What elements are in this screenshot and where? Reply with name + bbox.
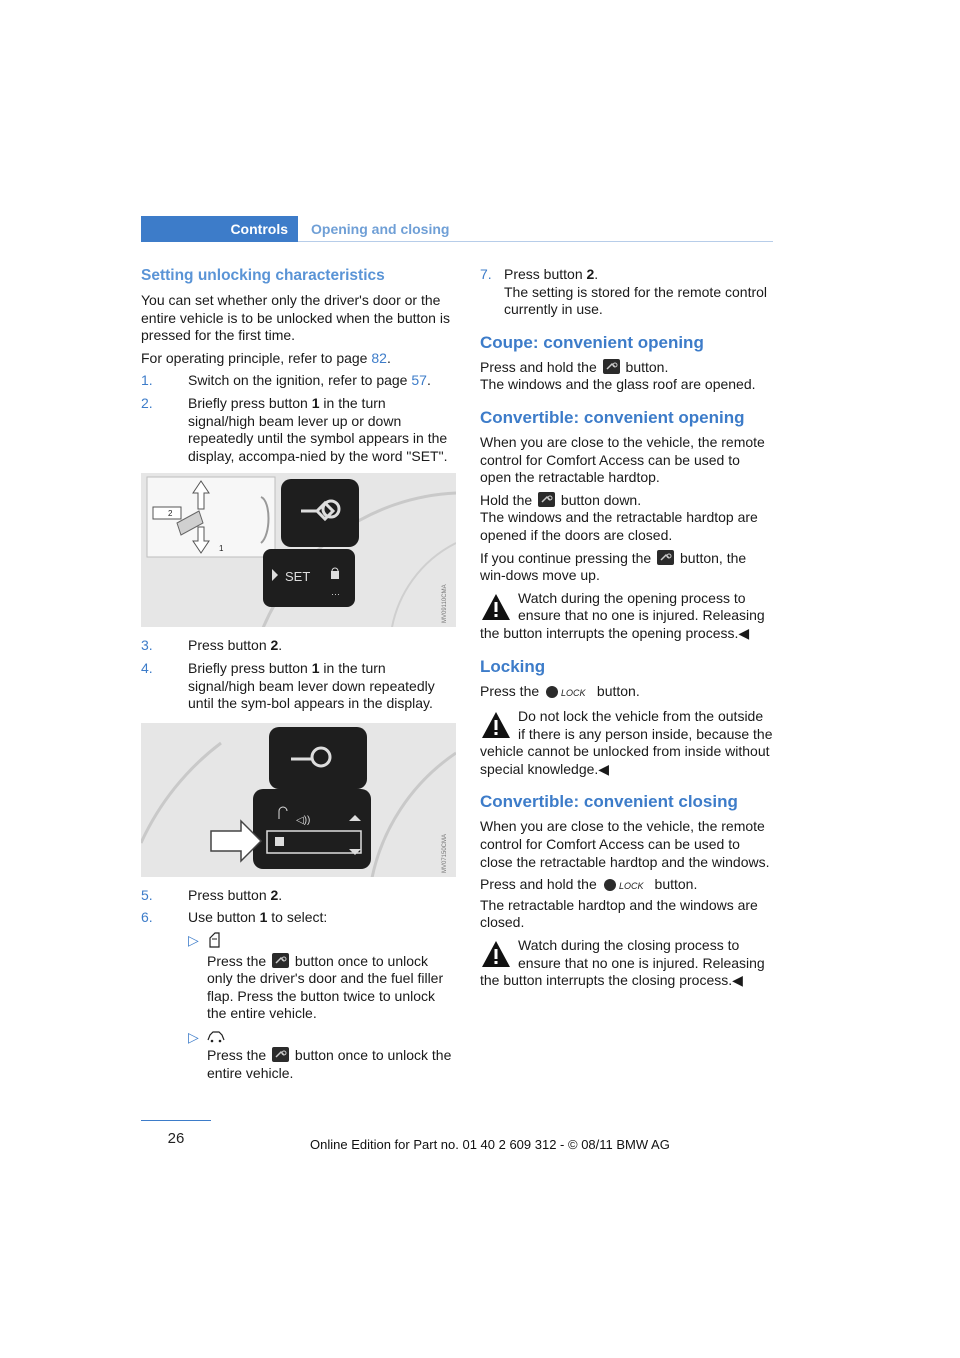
warning-closing: Watch during the closing process to ensure that no one is injured. Releasing the button interrupts the closing process.◀ [480, 937, 765, 989]
heading-convertible-convenient-opening: Convertible: convenient opening [480, 407, 745, 427]
svg-text:LOCK: LOCK [561, 687, 586, 698]
set-display-illustration [141, 473, 456, 627]
driver-door-symbol-icon [207, 932, 221, 948]
conv-close-paragraph-1: When you are close to the vehicle, the remote control for Comfort Access can be used to close the retractable hardtop and the windows. [480, 818, 770, 870]
unlock-button-icon [272, 1047, 289, 1062]
lock-button-icon [545, 685, 591, 704]
coupe-paragraph: Press and hold the button. The windows and the glass roof are opened. [480, 358, 756, 393]
option-driver-door: ▷ Press the button once to unlock only the driver's door and the fuel filler flap. Press the button twice to unlock the entire vehicle. [188, 931, 444, 1022]
option-entire-vehicle: ▷ Press the button once to unlock the entire vehicle. [188, 1028, 452, 1082]
warning-locking: Do not lock the vehicle from the outside if there is any person inside, because the vehicle cannot be unlocked from inside without special knowledge.◀ [480, 708, 773, 777]
svg-text:MV09110CMA: MV09110CMA [442, 584, 448, 624]
step-5: 5. Press button 2. [141, 886, 283, 903]
figure-set-display [141, 473, 456, 627]
svg-text:···: ··· [331, 589, 340, 600]
page-link-82[interactable]: 82 [371, 349, 387, 366]
end-mark: ◀ [738, 624, 750, 641]
intro-paragraph: You can set whether only the driver's door or the entire vehicle is to be unlocked when the button is pressed for the first time. [141, 292, 450, 344]
lock-button-icon [603, 878, 649, 897]
warning-opening: Watch during the opening process to ensure that no one is injured. Releasing the button interrupts the opening process.◀ [480, 589, 765, 641]
step-2: 2. Briefly press button 1 in the turn signal/high beam lever up or down repeatedly until the symbol appears in the display, accompa-nied by the word "SET". [141, 394, 448, 464]
header-tab [141, 216, 298, 242]
warning-triangle-icon [480, 710, 512, 740]
header-rule [298, 241, 773, 242]
warning-triangle-icon [480, 939, 512, 969]
warning-triangle-icon [480, 592, 512, 622]
unlock-button-icon [272, 953, 289, 968]
step-3: 3. Press button 2. [141, 637, 283, 654]
heading-convertible-convenient-closing: Convertible: convenient closing [480, 792, 738, 812]
step-6: 6. Use button 1 to select: [141, 909, 328, 926]
unlock-button-icon [603, 359, 620, 374]
conv-close-paragraph-2: Press and hold the LOCK button. The retractable hardtop and the windows are closed. [480, 876, 758, 931]
heading-unlocking-characteristics: Setting unlocking characteristics [141, 267, 385, 284]
unlock-button-icon [538, 492, 555, 507]
svg-text:2: 2 [168, 509, 173, 519]
step-7: 7. Press button 2. The setting is stored for the remote control currently in use. [480, 266, 768, 318]
footer-rule [141, 1120, 211, 1121]
header-tab-label: Controls [230, 221, 288, 237]
conv-open-paragraph-3: If you continue pressing the button, the win-dows move up. [480, 549, 747, 584]
conv-open-paragraph-2: Hold the button down. The windows and the retractable hardtop are opened if the doors are closed. [480, 491, 758, 543]
step-4: 4. Briefly press button 1 in the turn signal/high beam lever down repeatedly until the sym-bol appears in the display. [141, 659, 435, 712]
left-column [141, 266, 456, 1089]
svg-text:1: 1 [219, 544, 224, 554]
vehicle-symbol-icon [207, 1029, 225, 1043]
principle-paragraph: For operating principle, refer to page 82. [141, 349, 391, 366]
svg-text:MV07150CMA: MV07150CMA [442, 833, 448, 873]
step-1: 1. Switch on the ignition, refer to page 57. [141, 372, 431, 389]
header-section-title: Opening and closing [311, 221, 450, 237]
right-column [480, 266, 773, 996]
locking-paragraph: Press the LOCK button. [480, 683, 773, 704]
svg-text:◁)): ◁)) [296, 814, 311, 826]
svg-text:LOCK: LOCK [618, 881, 644, 892]
heading-locking: Locking [480, 656, 546, 676]
unlock-button-icon [657, 550, 674, 565]
page-number: 26 [167, 1130, 185, 1147]
display-set-text: SET [285, 569, 311, 585]
heading-coupe-convenient-opening: Coupe: convenient opening [480, 332, 704, 352]
figure-unlock-symbol-display [141, 723, 456, 877]
end-mark: ◀ [598, 760, 610, 777]
conv-open-paragraph-1: When you are close to the vehicle, the remote control for Comfort Access can be used to open the retractable hardtop. [480, 433, 765, 486]
unlock-display-illustration [141, 723, 456, 877]
online-edition-note: Online Edition for Part no. 01 40 2 609 312 - © 08/11 BMW AG [310, 1137, 670, 1152]
end-mark: ◀ [732, 972, 743, 989]
page-link-57[interactable]: 57 [411, 372, 427, 389]
